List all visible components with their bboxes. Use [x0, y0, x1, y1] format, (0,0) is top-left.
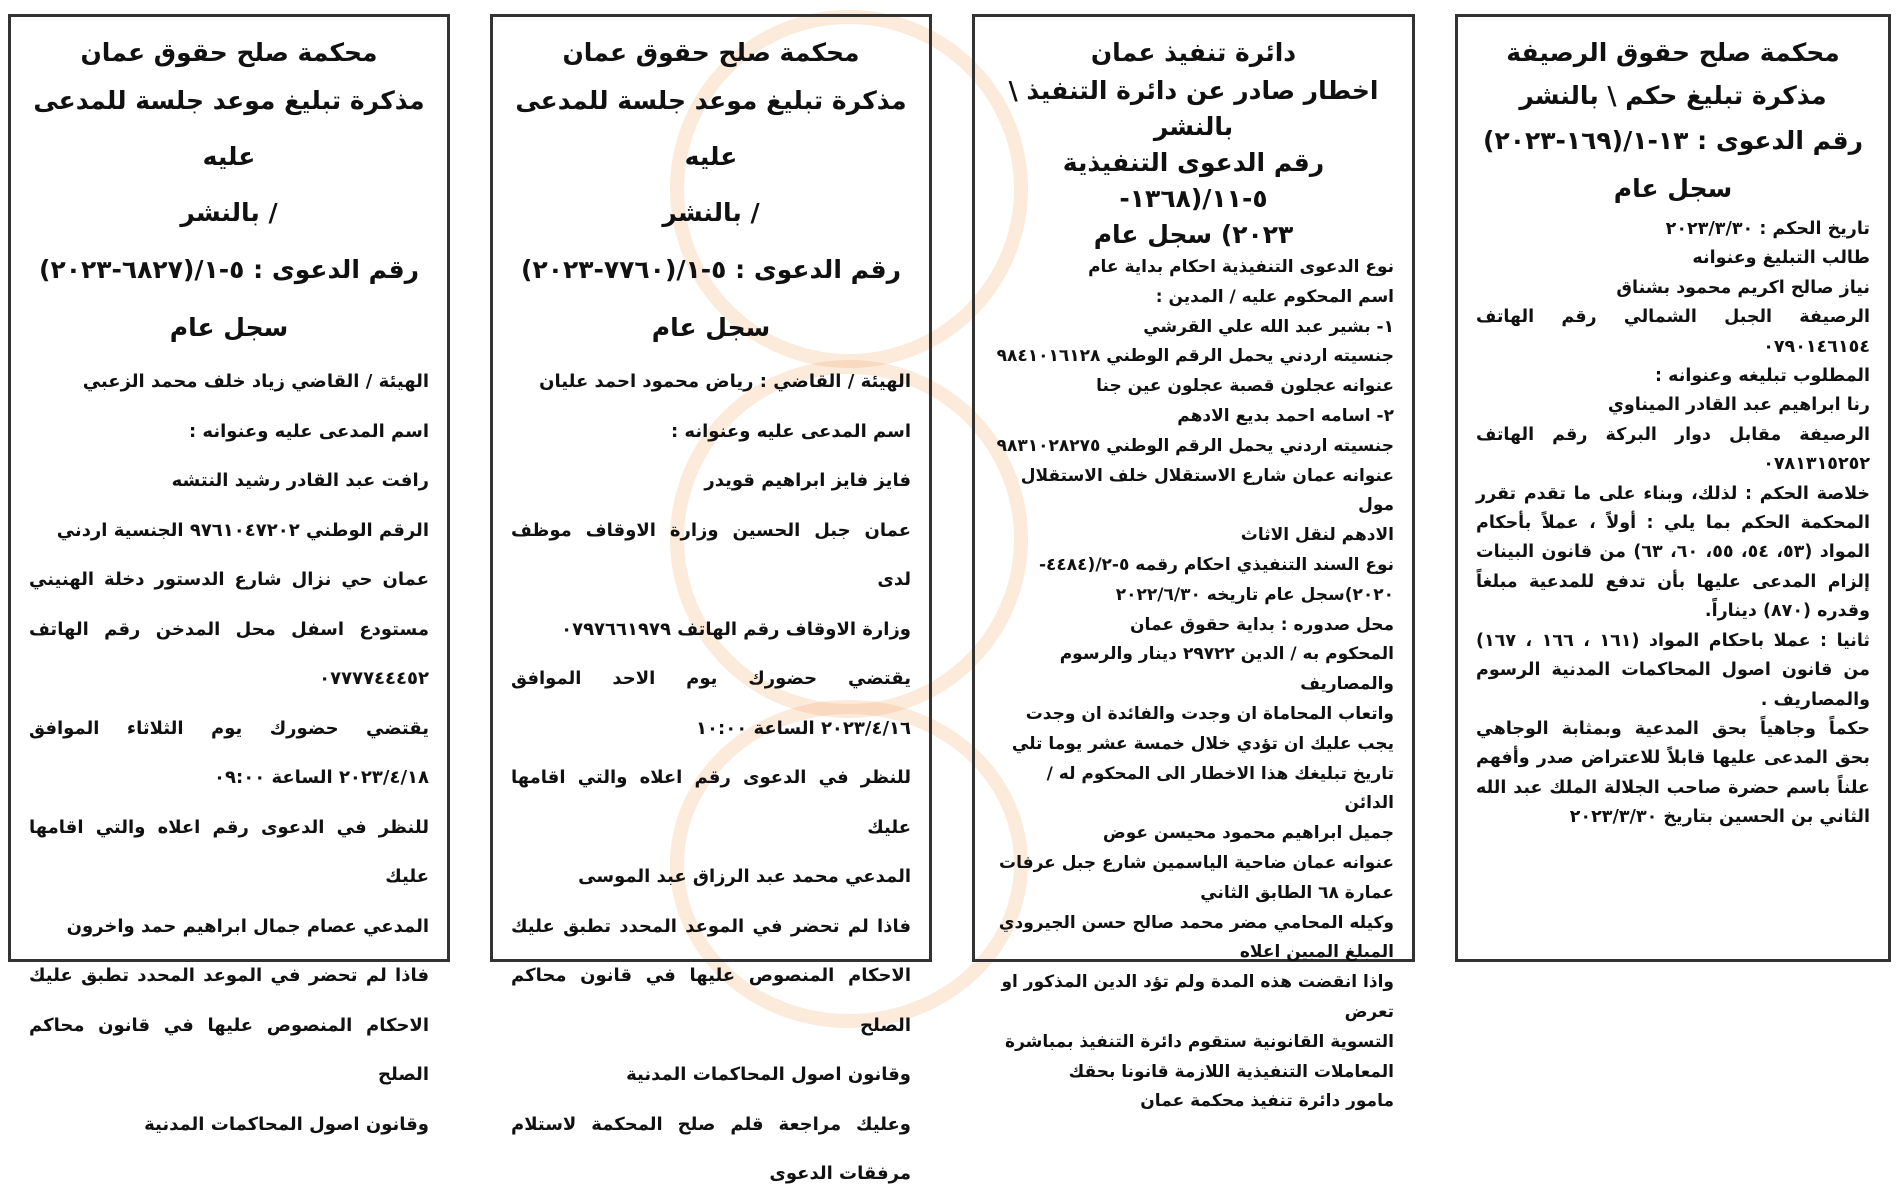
body-line: ٠٧٧٧٧٤٤٤٥٢	[319, 668, 429, 689]
body-line: عمان جبل الحسين وزارة الاوقاف موظف لدى	[511, 519, 911, 590]
body-line: وقانون اصول المحاكمات المدنية	[626, 1064, 911, 1085]
body-line: المعاملات التنفيذية اللازمة قانونا بحقك	[1068, 1061, 1394, 1082]
notice-heading-continued: / بالنشر	[662, 198, 760, 227]
body-line: المدعي عصام جمال ابراهيم حمد واخرون	[66, 915, 429, 937]
body-line: المحكوم به / الدين ٢٩٧٢٢ دينار والرسوم والمصاريف	[1059, 644, 1394, 695]
body-line: اسم المدعى عليه وعنوانه :	[188, 420, 429, 442]
body-line: تاريخ الحكم : ٢٠٢٣/٣/٣٠	[1665, 219, 1870, 239]
body-line: المبلغ المبين اعلاه	[1239, 942, 1394, 963]
notice-heading: اخطار صادر عن دائرة التنفيذ \ بالنشر	[1008, 76, 1379, 141]
body-line: الاحكام المنصوص عليها في قانون محاكم الصلح	[29, 1014, 429, 1085]
court-title: محكمة صلح حقوق عمان	[562, 38, 860, 67]
case-number: رقم الدعوى : ٥-١/(٧٧٦٠-٢٠٢٣)	[521, 255, 901, 284]
body-line: تاريخ تبليغك هذا الاخطار الى المحكوم له / الدائن	[1046, 763, 1394, 814]
body-line: عنوانه عمان شارع الاستقلال خلف الاستقلال مول	[1020, 465, 1394, 516]
notice-heading: مذكرة تبليغ موعد جلسة للمدعى عليه	[515, 86, 907, 171]
body-line: واتعاب المحاماة ان وجدت والفائدة ان وجدت	[1025, 703, 1394, 724]
case-number: رقم الدعوى : ١٣-١/(١٦٩-٢٠٢٣)	[1483, 126, 1863, 155]
body-line: الثاني بن الحسين بتاريخ ٢٠٢٣/٣/٣٠	[1569, 807, 1870, 828]
body-line: وكيله المحامي مضر محمد صالح حسن الجيرودي	[998, 912, 1394, 933]
body-line: حكماً وجاهياً بحق المدعية وبمثابة الوجاهي	[1476, 718, 1870, 739]
body-line: عنوانه عجلون قصبة عجلون عين جنا	[1096, 376, 1394, 397]
body-line: فاذا لم تحضر في الموعد المحدد تطبق عليك	[511, 915, 911, 937]
body-line: ٠٧٩٠١٤٦١٥٤	[1763, 336, 1870, 357]
body-line: وزارة الاوقاف رقم الهاتف ٠٧٩٧٦٦١٩٧٩	[561, 618, 911, 640]
body-line: بحق المدعى عليها قابلاً للاعتراض صدر وأفهم	[1476, 748, 1870, 769]
body-line: جميل ابراهيم محمود محيسن عوض	[1102, 823, 1394, 844]
body-line: ٢٠٢٣/٤/١٨ الساعة ٠٩:٠٠	[214, 767, 429, 788]
body-line: جنسيته اردني يحمل الرقم الوطني ٩٨٣١٠٢٨٢٧٥	[996, 435, 1394, 456]
case-number: رقم الدعوى التنفيذية ٥-١١/(١٣٦٨-	[1062, 148, 1325, 213]
body-line: محل صدوره : بداية حقوق عمان	[1130, 614, 1394, 635]
body-line: وعليك مراجعة قلم صلح المحكمة لاستلام	[511, 1113, 911, 1135]
body-line: نياز صالح اكريم محمود بشناق	[1616, 277, 1870, 298]
body-line: عنوانه عمان ضاحية الياسمين شارع جبل عرفات	[999, 852, 1394, 873]
body-line: ٢٠٢٣/٤/١٦ الساعة ١٠:٠٠	[696, 717, 911, 739]
body-line: نوع السند التنفيذي احكام رقمه ٥-٢/(٤٤٨٤-	[1038, 554, 1394, 575]
case-number-continued: ٢٠٢٣) سجل عام	[1093, 220, 1294, 249]
body-line: الاحكام المنصوص عليها في قانون محاكم الصلح	[511, 965, 911, 1036]
body-line: الهيئة / القاضي زياد خلف محمد الزعبي	[82, 371, 429, 392]
body-line: إلزام المدعى عليها بأن تدفع للمدعية مبلغاً	[1476, 571, 1870, 592]
body-line: الهيئة / القاضي : رياض محمود احمد عليان	[539, 371, 911, 392]
body-line: ثانيا : عملا باحكام المواد (١٦١ ، ١٦٦ ، ١٦٧)	[1476, 630, 1870, 651]
body-line: علناً باسم حضرة صاحب الجلالة الملك عبد الله	[1476, 777, 1870, 798]
body-line: جنسيته اردني يحمل الرقم الوطني ٩٨٤١٠١٦١٢٨	[996, 346, 1394, 367]
body-line: والمصاريف .	[1760, 689, 1870, 710]
court-title: دائرة تنفيذ عمان	[1090, 38, 1297, 67]
notice-panel-amman-6827	[8, 14, 450, 1135]
body-line: الادهم لنقل الاثاث	[1240, 525, 1394, 546]
body-line: مامور دائرة تنفيذ محكمة عمان	[1140, 1091, 1394, 1112]
body-line: وقدره (٨٧٠) ديناراً.	[1704, 601, 1870, 622]
notice-panel-amman-7760	[490, 14, 932, 1184]
body-line: المدعي محمد عبد الرزاق عبد الموسى	[578, 866, 911, 887]
body-line: ٢٠٢٠)سجل عام تاريخه ٢٠٢٢/٦/٣٠	[1115, 584, 1394, 605]
body-line: فايز فايز ابراهيم قويدر	[704, 470, 911, 491]
body-line: من قانون اصول المحاكمات المدنية الرسوم	[1476, 660, 1870, 681]
body-line: الرصيفة مقابل دوار البركة رقم الهاتف	[1476, 424, 1870, 445]
body-line: الرصيفة الجبل الشمالي رقم الهاتف	[1476, 307, 1870, 328]
body-line: مرفقات الدعوى	[769, 1163, 911, 1184]
court-title: محكمة صلح حقوق الرصيفة	[1506, 38, 1840, 67]
body-line: يقتضي حضورك يوم الاحد الموافق	[511, 668, 911, 689]
body-line: يجب عليك ان تؤدي خلال خمسة عشر يوما تلي	[1011, 733, 1394, 754]
body-line: التسوية القانونية ستقوم دائرة التنفيذ بمباشرة	[1005, 1031, 1394, 1052]
body-line: عمارة ٦٨ الطابق الثاني	[1200, 882, 1394, 903]
body-line: عمان حي نزال شارع الدستور دخلة الهنيني	[29, 569, 429, 590]
notice-heading: مذكرة تبليغ موعد جلسة للمدعى عليه	[33, 86, 425, 171]
body-line: طالب التبليغ وعنوانه	[1692, 248, 1870, 269]
body-line: المواد (٥٣، ٥٤، ٥٥، ٦٠، ٦٣) من قانون البينات	[1476, 542, 1870, 563]
body-line: نوع الدعوى التنفيذية احكام بداية عام	[1088, 257, 1394, 277]
body-line: ٠٧٨١٣١٥٢٥٢	[1763, 454, 1870, 475]
body-line: رنا ابراهيم عبد القادر الميناوي	[1607, 395, 1870, 416]
body-line: يقتضي حضورك يوم الثلاثاء الموافق	[29, 717, 429, 739]
body-line: ١- بشير عبد الله علي القرشي	[1143, 316, 1394, 337]
body-line: رافت عبد القادر رشيد النتشه	[171, 470, 429, 491]
register-label: سجل عام	[1613, 174, 1733, 203]
notice-panel-execution	[972, 14, 1415, 1112]
body-line: فاذا لم تحضر في الموعد المحدد تطبق عليك	[29, 965, 429, 986]
notice-panel-rusaifa	[1455, 14, 1891, 962]
body-line: المطلوب تبليغه وعنوانه :	[1655, 366, 1870, 387]
body-line: المحكمة الحكم بما يلي : أولاً ، عملاً بأحكام	[1476, 513, 1870, 534]
case-number: رقم الدعوى : ٥-١/(٦٨٢٧-٢٠٢٣)	[39, 255, 419, 284]
body-line: للنظر في الدعوى رقم اعلاه والتي اقامها عليك	[511, 767, 911, 838]
body-line: وقانون اصول المحاكمات المدنية	[144, 1113, 429, 1135]
body-line: واذا انقضت هذه المدة ولم تؤد الدين المذكور او تعرض	[1001, 972, 1394, 1022]
body-line: اسم المدعى عليه وعنوانه :	[670, 420, 911, 442]
body-line: اسم المحكوم عليه / المدين :	[1155, 286, 1394, 307]
body-line: خلاصة الحكم : لذلك، وبناء على ما تقدم تقرر	[1476, 483, 1870, 504]
court-title: محكمة صلح حقوق عمان	[80, 38, 378, 67]
body-line: مستودع اسفل محل المدخن رقم الهاتف	[29, 618, 429, 640]
register-label: سجل عام	[169, 313, 289, 342]
notice-heading-continued: / بالنشر	[180, 198, 278, 227]
body-line: الرقم الوطني ٩٧٦١٠٤٧٢٠٢ الجنسية اردني	[56, 519, 429, 541]
notice-heading: مذكرة تبليغ حكم \ بالنشر	[1519, 81, 1827, 110]
register-label: سجل عام	[651, 313, 771, 342]
body-line: ٢- اسامه احمد بديع الادهم	[1177, 405, 1394, 426]
body-line: للنظر في الدعوى رقم اعلاه والتي اقامها عليك	[29, 816, 429, 887]
